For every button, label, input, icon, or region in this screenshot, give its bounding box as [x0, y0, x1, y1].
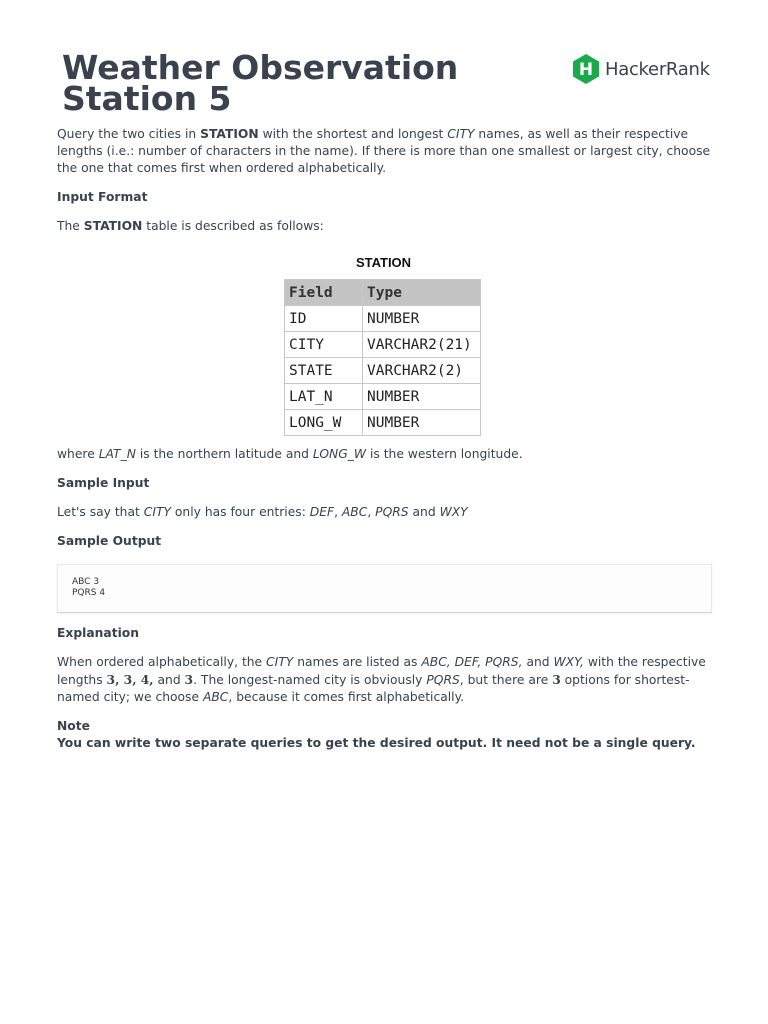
logo-letter: H	[578, 60, 594, 80]
type-cell: VARCHAR2(2)	[363, 358, 481, 384]
explanation-text: When ordered alphabetically, the CITY names are listed as ABC, DEF, PQRS, and WXY, with the respective lengths 3, 3, 4, and 3. The longest-named city is obviously PQRS, but there are 3 options for shortest-named city; we choose ABC, because it comes first alphabetically.	[57, 655, 706, 704]
type-cell: NUMBER	[363, 384, 481, 410]
page-title-line-1: Weather Observation	[62, 48, 459, 87]
station-table-header-type: Type	[363, 280, 481, 306]
note-text: You can write two separate queries to get the desired output. It need not be a single query.	[57, 736, 696, 750]
code-line: PQRS 4	[72, 588, 106, 598]
station-table-header-field: Field	[285, 280, 363, 306]
hackerrank-logo	[571, 53, 710, 85]
table-row	[285, 384, 481, 410]
page-title-line-2: Station 5	[62, 79, 232, 118]
where-paragraph: where LAT_N is the northern latitude and LONG_W is the western longitude.	[57, 447, 523, 461]
field-cell: LAT_N	[285, 384, 363, 410]
field-cell: STATE	[285, 358, 363, 384]
intro-paragraph: Query the two cities in STATION with the shortest and longest CITY names, as well as their respective lengths (i.e.: number of characters in the name). If there is more than one smallest or largest city, choose the one that comes first when ordered alphabetically.	[57, 127, 711, 175]
code-line: ABC 3	[72, 577, 100, 587]
sample-output-code	[57, 564, 712, 613]
input-format-heading: Input Format	[57, 190, 148, 204]
note-heading: Note	[57, 719, 90, 733]
field-cell: LONG_W	[285, 410, 363, 436]
table-row	[285, 332, 481, 358]
explanation-heading: Explanation	[57, 626, 139, 640]
station-table-header-row	[285, 280, 481, 306]
problem-statement	[57, 126, 712, 752]
station-table-figure	[57, 255, 712, 436]
type-cell: VARCHAR2(21)	[363, 332, 481, 358]
type-cell: NUMBER	[363, 306, 481, 332]
logo-text: HackerRank	[605, 58, 710, 80]
sample-input-text: Let's say that CITY only has four entries: DEF, ABC, PQRS and WXY	[57, 505, 468, 519]
hackerrank-logo-icon	[571, 53, 601, 85]
sample-output-heading: Sample Output	[57, 534, 162, 548]
sample-input-heading: Sample Input	[57, 476, 150, 490]
input-format-text: The STATION table is described as follows:	[57, 219, 324, 233]
field-cell: CITY	[285, 332, 363, 358]
page-title	[62, 48, 532, 118]
table-row	[285, 306, 481, 332]
field-cell: ID	[285, 306, 363, 332]
station-table-caption: STATION	[355, 255, 412, 270]
table-row	[285, 358, 481, 384]
station-table	[284, 279, 481, 436]
type-cell: NUMBER	[363, 410, 481, 436]
table-row	[285, 410, 481, 436]
